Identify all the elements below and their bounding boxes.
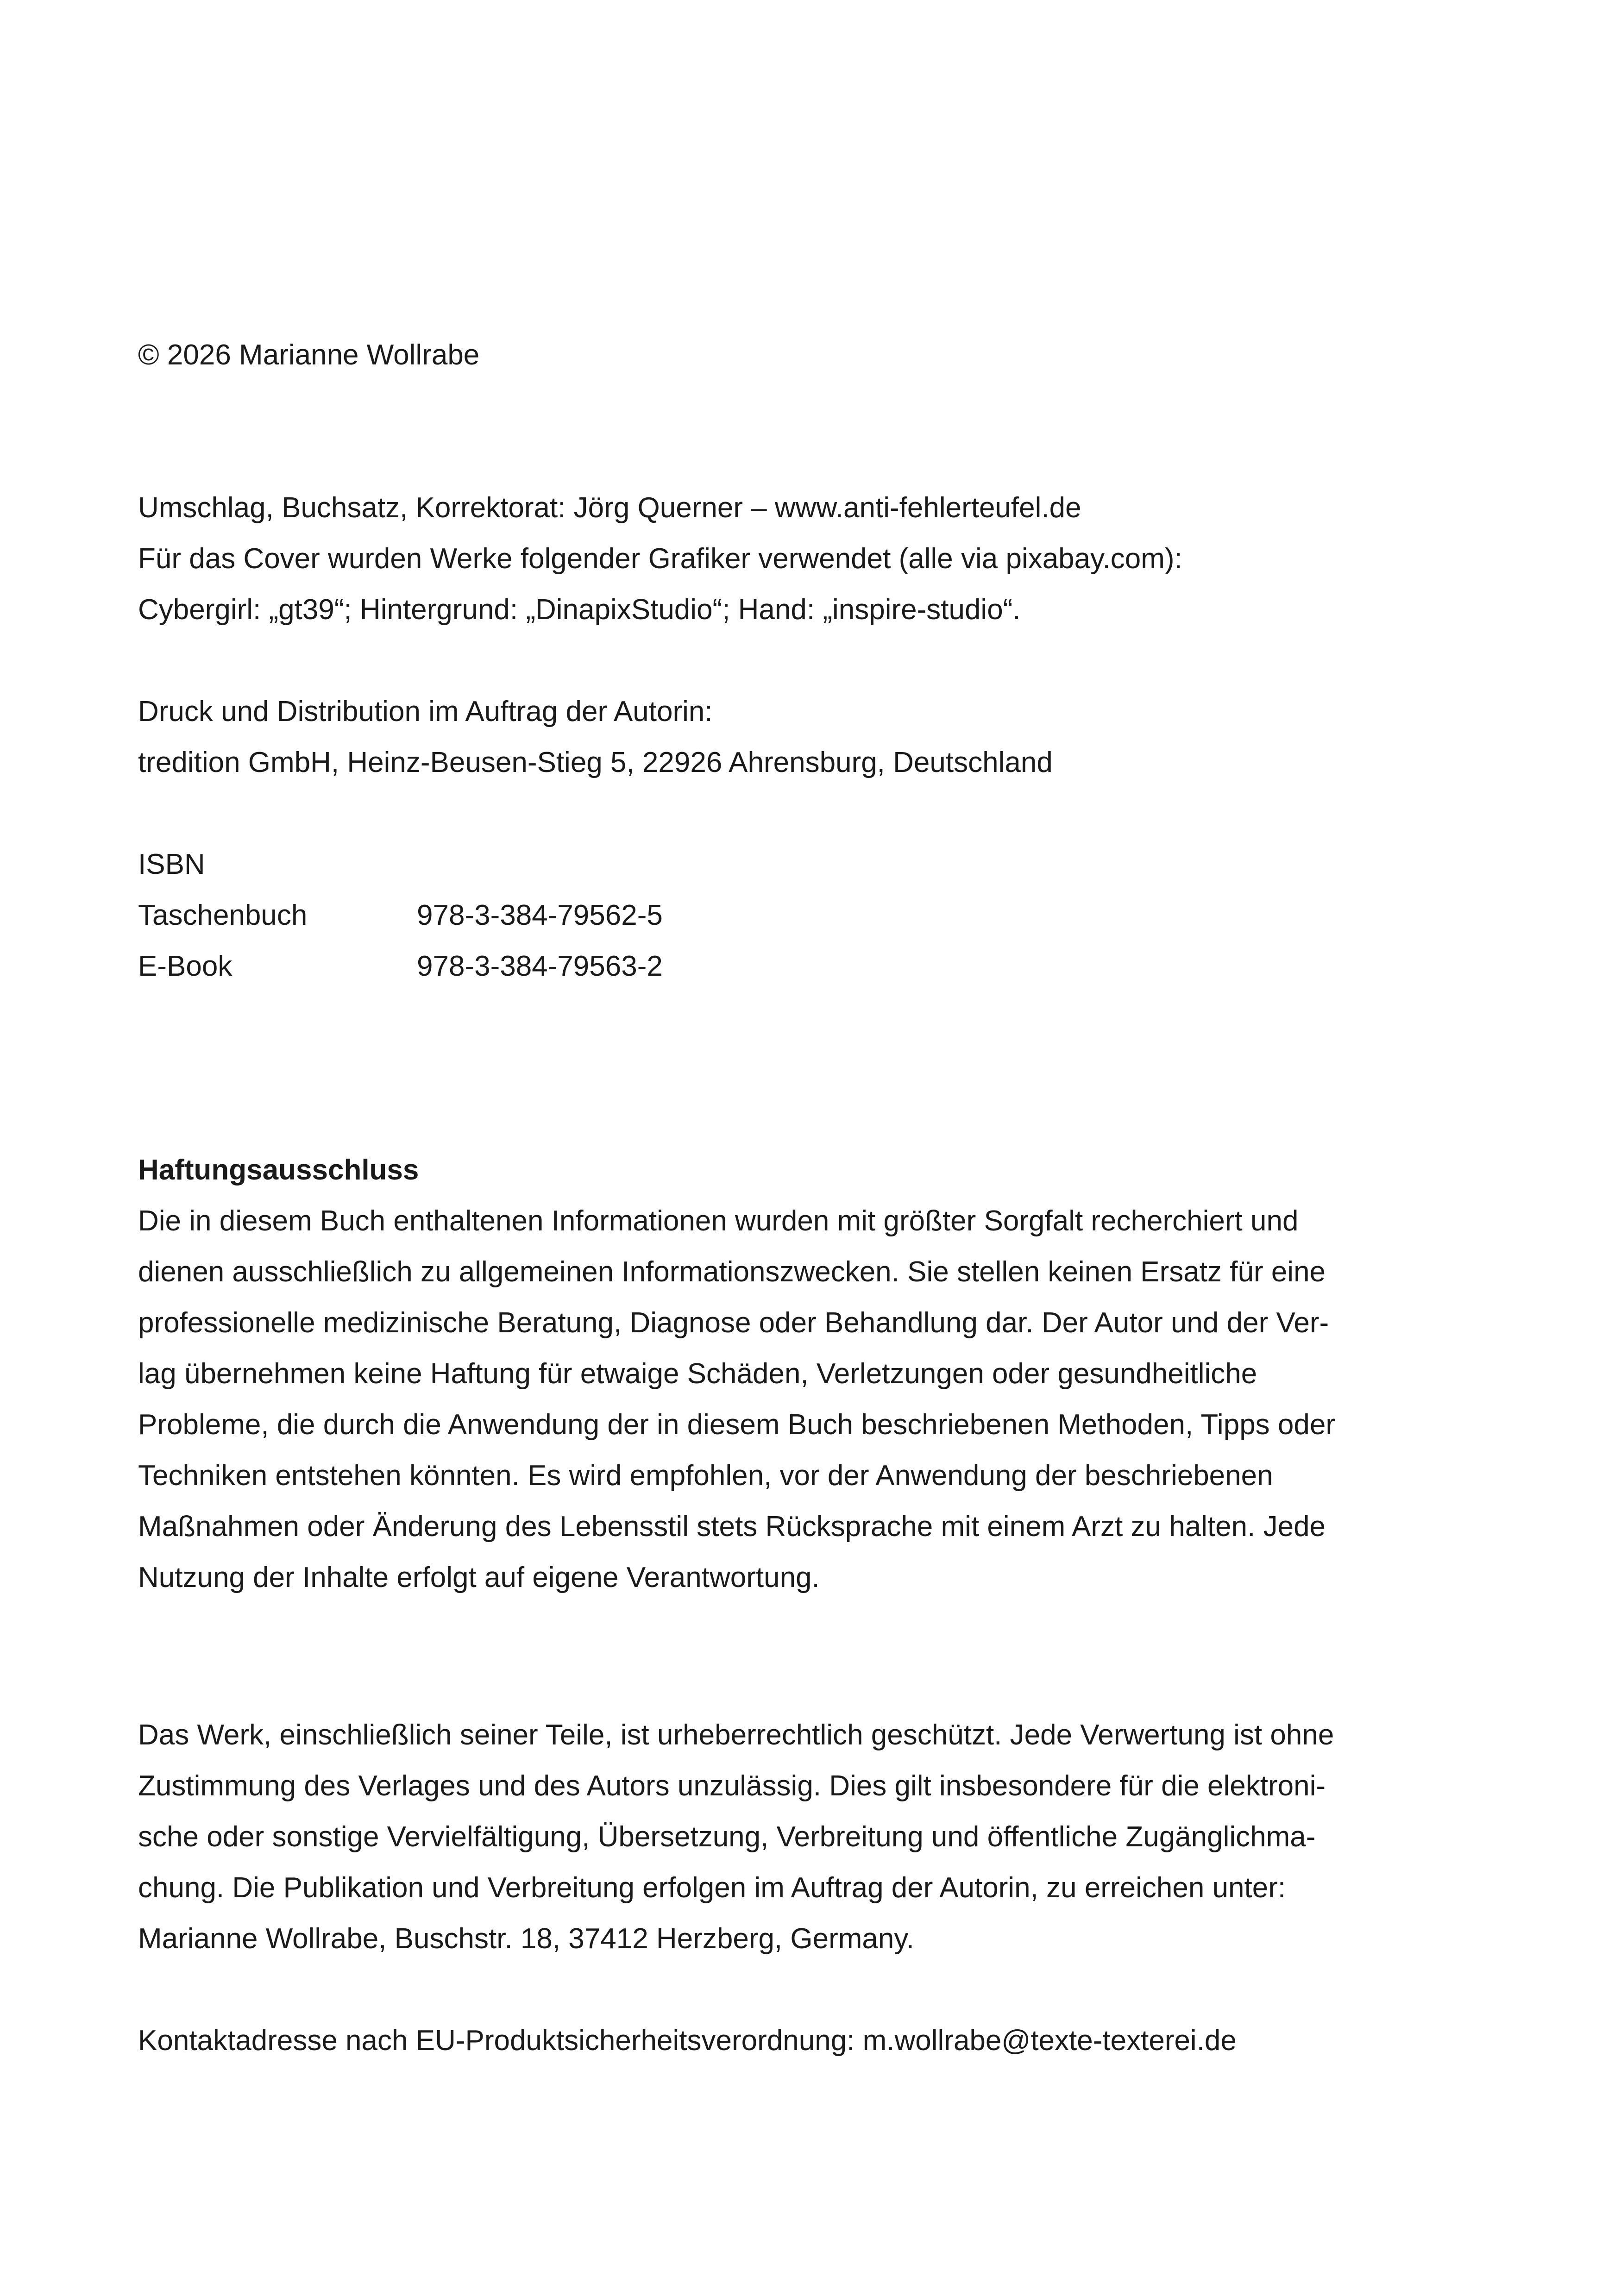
isbn-heading: ISBN	[138, 848, 205, 880]
disclaimer-line: lag übernehmen keine Haftung für etwaige Schäden, Verletzungen oder gesundheitliche	[138, 1358, 1257, 1390]
isbn-row	[138, 890, 663, 941]
rights-line: chung. Die Publikation und Verbreitung erfolgen im Auftrag der Autorin, zu erreichen unter:	[138, 1872, 1286, 1904]
disclaimer-line: Techniken entstehen könnten. Es wird empfohlen, vor der Anwendung der beschriebenen	[138, 1460, 1273, 1492]
rights-line: Das Werk, einschließlich seiner Teile, ist urheberrechtlich geschützt. Jede Verwertung ist ohne	[138, 1719, 1334, 1751]
isbn-row	[138, 941, 663, 992]
isbn-format-label: E-Book	[138, 950, 232, 982]
disclaimer-line: dienen ausschließlich zu allgemeinen Informationszwecken. Sie stellen keinen Ersatz für eine	[138, 1256, 1326, 1288]
credits-line: Umschlag, Buchsatz, Korrektorat: Jörg Querner – www.anti-fehlerteufel.de	[138, 492, 1081, 524]
print-line: tredition GmbH, Heinz-Beusen-Stieg 5, 22926 Ahrensburg, Deutschland	[138, 747, 1053, 778]
disclaimer-line: Die in diesem Buch enthaltenen Informationen wurden mit größter Sorgfalt recherchiert und	[138, 1205, 1299, 1237]
print-line: Druck und Distribution im Auftrag der Autorin:	[138, 696, 713, 728]
credits-line: Für das Cover wurden Werke folgender Grafiker verwendet (alle via pixabay.com):	[138, 543, 1182, 575]
rights-line: Zustimmung des Verlages und des Autors unzulässig. Dies gilt insbesondere für die elektroni-	[138, 1770, 1326, 1802]
contact-line: Kontaktadresse nach EU-Produktsicherheitsverordnung: m.wollrabe@texte-texterei.de	[138, 2025, 1237, 2057]
isbn-number: 978-3-384-79562-5	[417, 899, 663, 931]
isbn-format-label: Taschenbuch	[138, 899, 308, 931]
disclaimer-line: professionelle medizinische Beratung, Diagnose oder Behandlung dar. Der Autor und der Ver-	[138, 1307, 1329, 1339]
isbn-number: 978-3-384-79563-2	[417, 950, 663, 982]
copyright-line: © 2026 Marianne Wollrabe	[138, 339, 480, 371]
credits-line: Cybergirl: „gt39“; Hintergrund: „DinapixStudio“; Hand: „inspire-studio“.	[138, 594, 1021, 626]
disclaimer-line: Probleme, die durch die Anwendung der in diesem Buch beschriebenen Methoden, Tipps oder	[138, 1409, 1335, 1441]
disclaimer-line: Maßnahmen oder Änderung des Lebensstil stets Rücksprache mit einem Arzt zu halten. Jede	[138, 1511, 1326, 1543]
disclaimer-line: Nutzung der Inhalte erfolgt auf eigene Verantwortung.	[138, 1562, 820, 1593]
disclaimer-heading: Haftungsausschluss	[138, 1154, 419, 1186]
rights-line: sche oder sonstige Vervielfältigung, Übersetzung, Verbreitung und öffentliche Zugänglichma-	[138, 1821, 1316, 1853]
rights-line: Marianne Wollrabe, Buschstr. 18, 37412 Herzberg, Germany.	[138, 1923, 914, 1955]
